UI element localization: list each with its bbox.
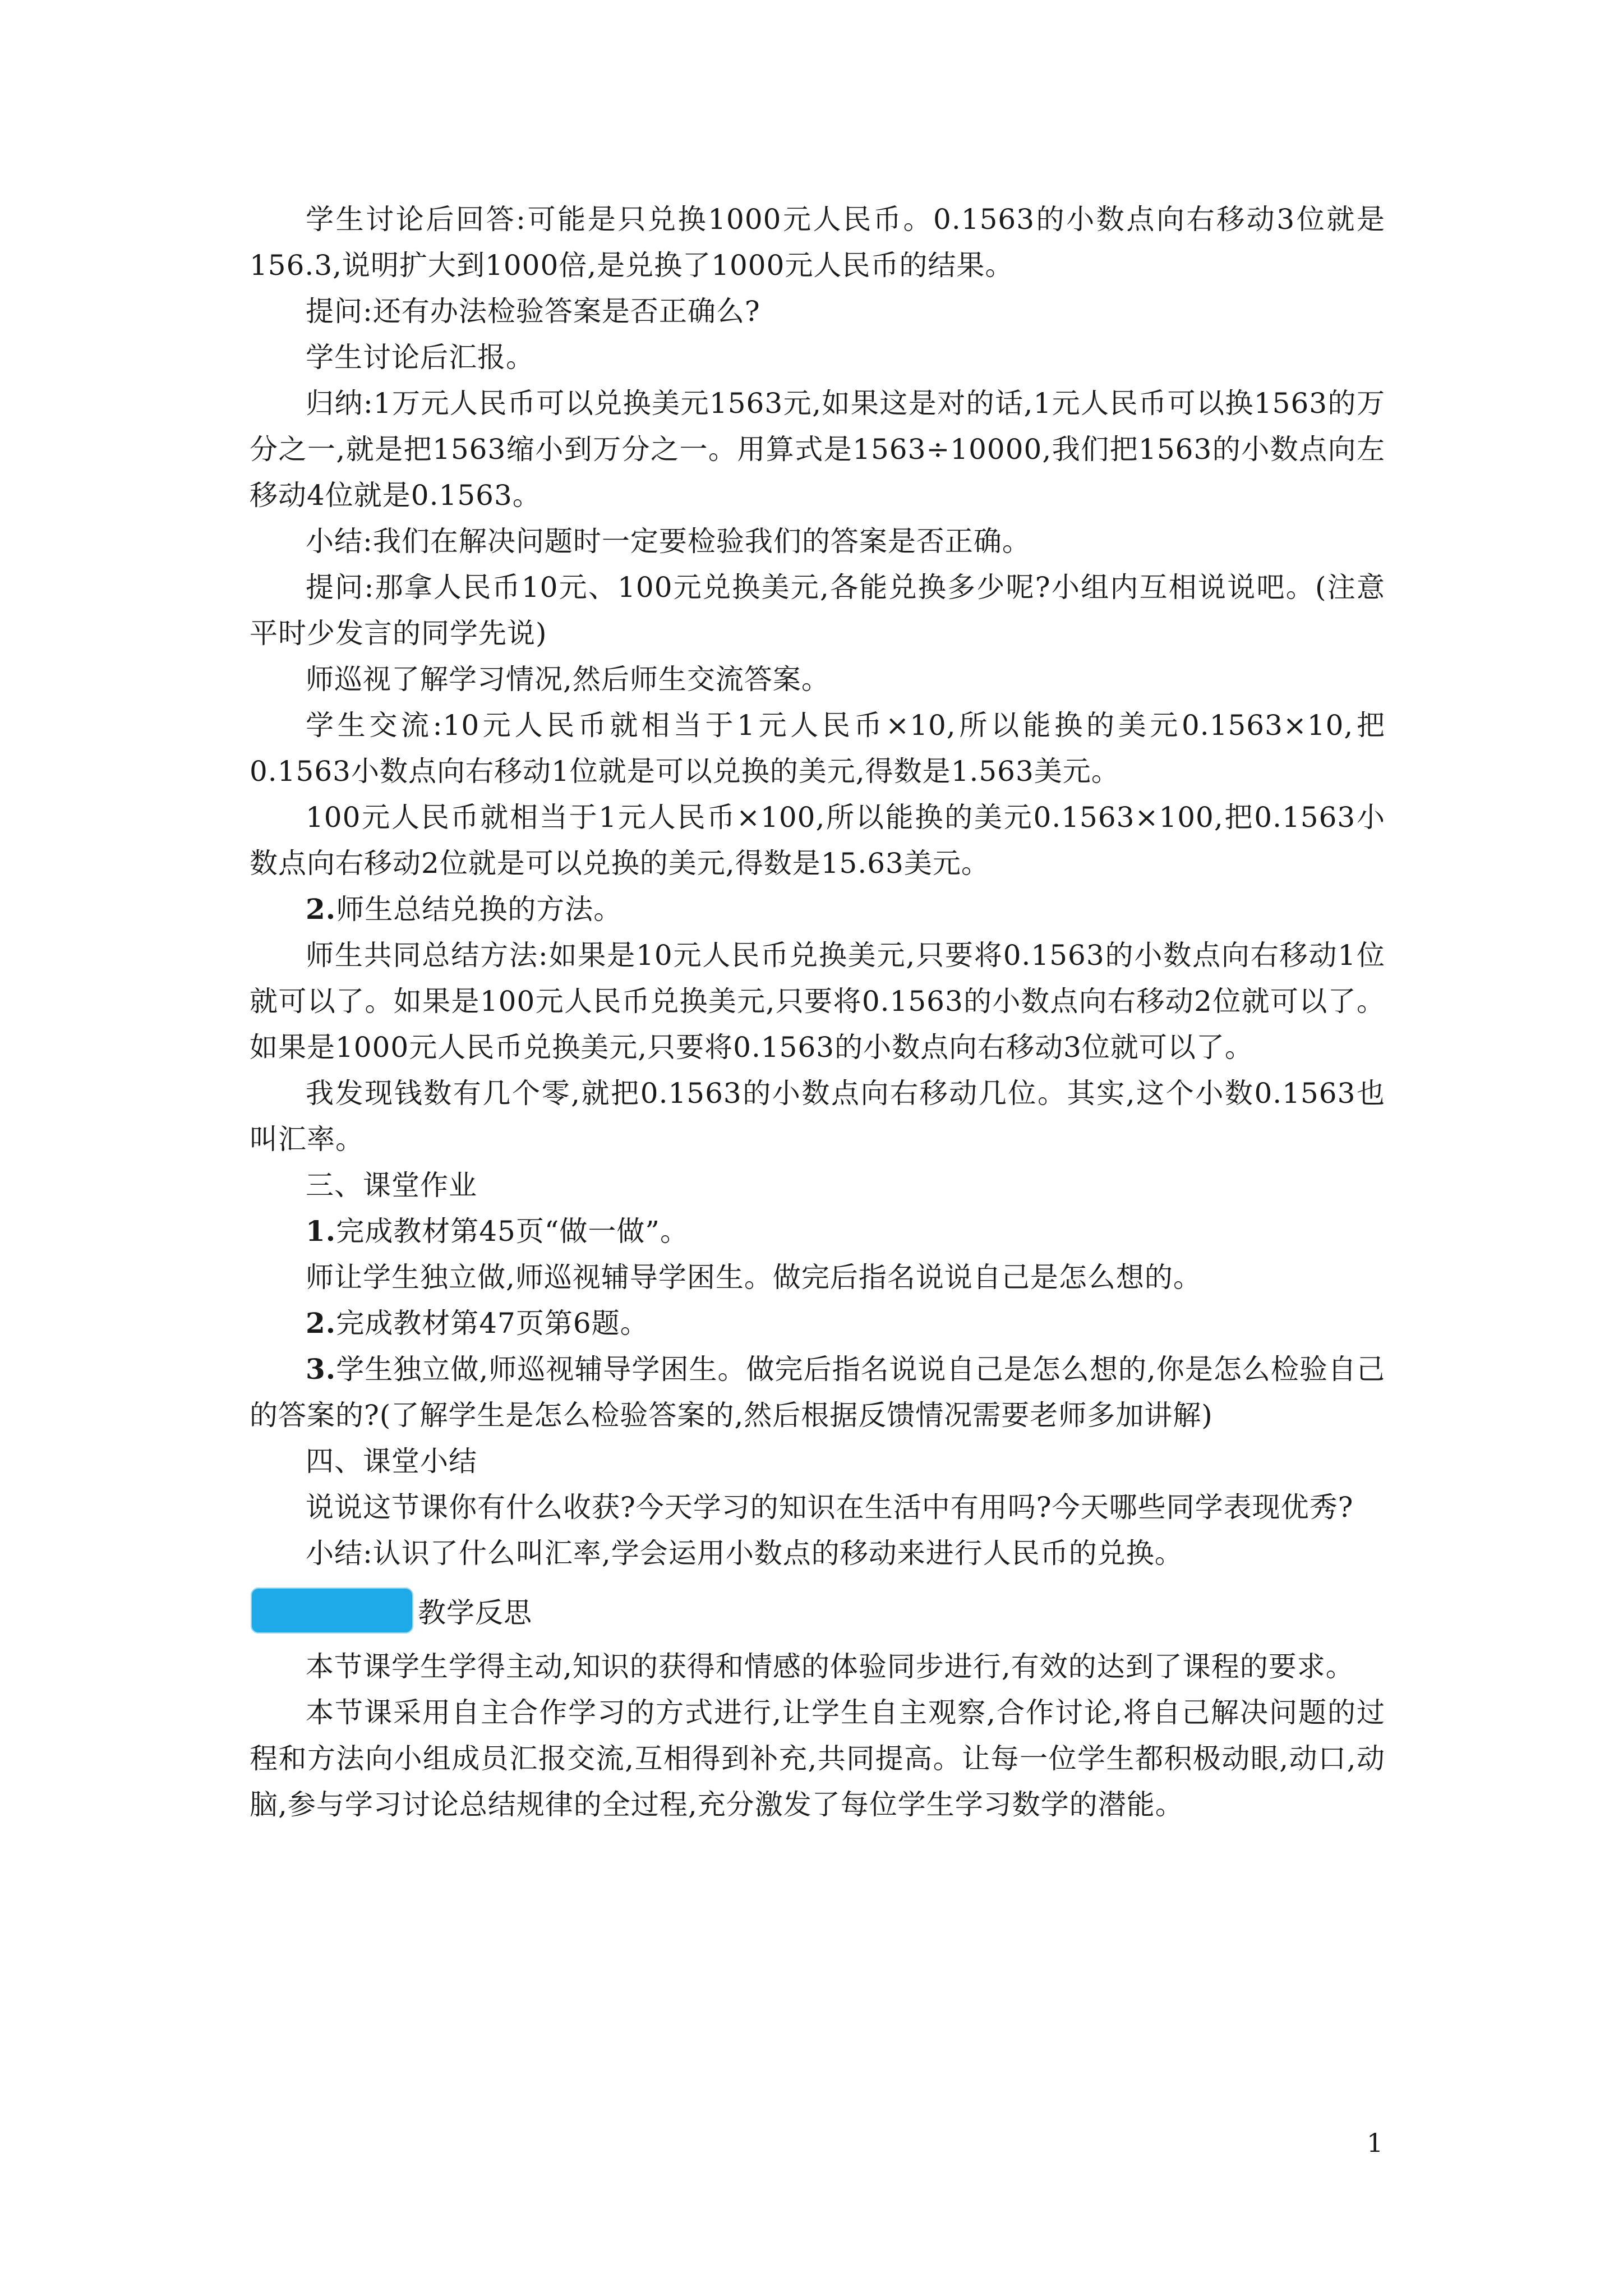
paragraph (250, 1208, 1385, 1254)
paragraph-text: 说说这节课你有什么收获?今天学习的知识在生活中有用吗?今天哪些同学表现优秀? (306, 1491, 1354, 1524)
paragraph-text: 学生讨论后回答:可能是只兑换1000元人民币。0.1563的小数点向右移动3位就是156.3,说明扩大到1000倍,是兑换了1000元人民币的结果。 (250, 203, 1385, 282)
paragraph-text: 本节课采用自主合作学习的方式进行,让学生自主观察,合作讨论,将自己解决问题的过程和方法向小组成员汇报交流,互相得到补充,共同提高。让每一位学生都积极动眼,动口,动脑,参与学习讨论总结规律的全过程,充分激发了每位学生学习数学的潜能。 (250, 1696, 1385, 1821)
paragraph (250, 288, 1385, 334)
paragraph-text: 100元人民币就相当于1元人民币×100,所以能换的美元0.1563×100,把0.1563小数点向右移动2位就是可以兑换的美元,得数是15.63美元。 (250, 801, 1385, 880)
paragraph-text: 师生共同总结方法:如果是10元人民币兑换美元,只要将0.1563的小数点向右移动1位就可以了。如果是100元人民币兑换美元,只要将0.1563的小数点向右移动2位就可以了。如果是1000元人民币兑换美元,只要将0.1563的小数点向右移动3位就可以了。 (250, 939, 1385, 1064)
paragraph (250, 380, 1385, 518)
paragraph-text: 学生交流:10元人民币就相当于1元人民币×10,所以能换的美元0.1563×10,把0.1563小数点向右移动1位就是可以兑换的美元,得数是1.563美元。 (250, 709, 1385, 788)
paragraph-text: 师生总结兑换的方法。 (336, 893, 623, 926)
paragraph-text: 我发现钱数有几个零,就把0.1563的小数点向右移动几位。其实,这个小数0.1563也叫汇率。 (250, 1077, 1385, 1156)
paragraph (250, 1690, 1385, 1828)
reflection-section (250, 1644, 1385, 1828)
paragraph-text: 小结:我们在解决问题时一定要检验我们的答案是否正确。 (306, 525, 1031, 558)
paragraph-text: 四、课堂小结 (306, 1445, 477, 1478)
paragraph-text: 三、课堂作业 (306, 1169, 477, 1202)
paragraph (250, 564, 1385, 656)
paragraph-number: 1. (306, 1214, 336, 1248)
paragraph-text: 小结:认识了什么叫汇率,学会运用小数点的移动来进行人民币的兑换。 (306, 1537, 1183, 1570)
paragraph-number: 3. (306, 1352, 336, 1386)
section-title: 教学反思 (418, 1596, 532, 1629)
paragraph (250, 1484, 1385, 1530)
paragraph-number: 2. (306, 892, 336, 926)
paragraph-text: 完成教材第47页第6题。 (336, 1307, 649, 1340)
paragraph (250, 1254, 1385, 1300)
paragraph (250, 932, 1385, 1070)
section-badge (251, 1588, 413, 1634)
paragraph-text: 提问:那拿人民币10元、100元兑换美元,各能兑换多少呢?小组内互相说说吧。(注意平时少发言的同学先说) (250, 571, 1385, 650)
paragraph (250, 334, 1385, 380)
paragraph-number: 2. (306, 1306, 336, 1340)
paragraph-text: 师让学生独立做,师巡视辅导学困生。做完后指名说说自己是怎么想的。 (306, 1261, 1202, 1294)
paragraph-text: 归纳:1万元人民币可以兑换美元1563元,如果这是对的话,1元人民币可以换1563的万分之一,就是把1563缩小到万分之一。用算式是1563÷10000,我们把1563的小数点向左移动4位就是0.1563。 (250, 387, 1385, 512)
paragraph-text: 师巡视了解学习情况,然后师生交流答案。 (306, 663, 830, 696)
paragraph (250, 1530, 1385, 1576)
paragraph (250, 1438, 1385, 1484)
paragraph (250, 1070, 1385, 1162)
paragraph-text: 提问:还有办法检验答案是否正确么? (306, 295, 760, 328)
paragraph (250, 794, 1385, 886)
paragraph (250, 196, 1385, 288)
page-number: 1 (1367, 2128, 1384, 2158)
paragraph (250, 1644, 1385, 1690)
paragraph-text: 学生独立做,师巡视辅导学困生。做完后指名说说自己是怎么想的,你是怎么检验自己的答案的?(了解学生是怎么检验答案的,然后根据反馈情况需要老师多加讲解) (250, 1353, 1385, 1432)
paragraph (250, 702, 1385, 794)
paragraph-text: 本节课学生学得主动,知识的获得和情感的体验同步进行,有效的达到了课程的要求。 (306, 1650, 1354, 1683)
paragraph (250, 1300, 1385, 1346)
reflection-section-header (250, 1580, 1385, 1641)
document-body (250, 196, 1385, 1828)
lesson-process-section (250, 196, 1385, 1576)
paragraph (250, 518, 1385, 564)
paragraph-text: 学生讨论后汇报。 (306, 341, 534, 374)
paragraph (250, 1162, 1385, 1208)
paragraph (250, 886, 1385, 932)
paragraph (250, 656, 1385, 702)
paragraph-text: 完成教材第45页“做一做”。 (336, 1215, 689, 1248)
paragraph (250, 1346, 1385, 1438)
